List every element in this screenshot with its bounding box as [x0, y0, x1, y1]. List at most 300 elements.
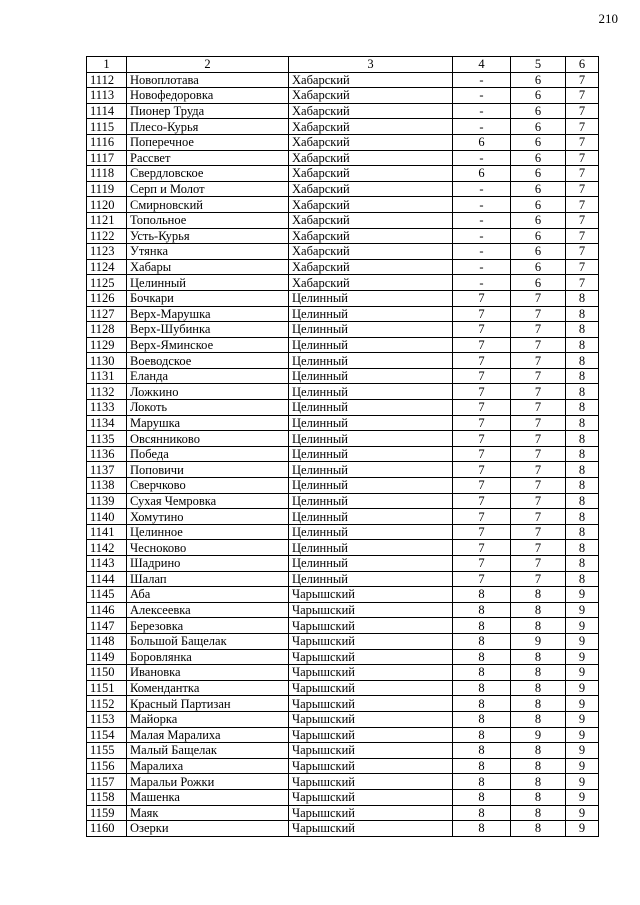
district-cell: Чарышский: [289, 587, 453, 603]
value-cell-4: 8: [453, 821, 511, 837]
value-cell-5: 8: [511, 774, 566, 790]
row-number-cell: 1137: [87, 462, 127, 478]
settlement-name-cell: Бочкари: [127, 290, 289, 306]
value-cell-6: 8: [566, 384, 599, 400]
table-row: [87, 88, 599, 104]
value-cell-5: 6: [511, 166, 566, 182]
district-cell: Целинный: [289, 400, 453, 416]
table-row: [87, 821, 599, 837]
district-cell: Хабарский: [289, 181, 453, 197]
value-cell-6: 8: [566, 524, 599, 540]
district-cell: Хабарский: [289, 134, 453, 150]
value-cell-4: 7: [453, 353, 511, 369]
value-cell-6: 9: [566, 789, 599, 805]
table-row: [87, 509, 599, 525]
district-cell: Целинный: [289, 322, 453, 338]
settlement-name-cell: Сверчково: [127, 478, 289, 494]
row-number-cell: 1130: [87, 353, 127, 369]
value-cell-5: 7: [511, 306, 566, 322]
value-cell-6: 8: [566, 540, 599, 556]
value-cell-6: 7: [566, 72, 599, 88]
value-cell-4: 8: [453, 602, 511, 618]
row-number-cell: 1160: [87, 821, 127, 837]
district-cell: Целинный: [289, 493, 453, 509]
value-cell-5: 7: [511, 524, 566, 540]
settlement-name-cell: Еланда: [127, 368, 289, 384]
value-cell-4: 8: [453, 789, 511, 805]
settlement-name-cell: Озерки: [127, 821, 289, 837]
district-cell: Чарышский: [289, 680, 453, 696]
value-cell-5: 7: [511, 290, 566, 306]
value-cell-5: 7: [511, 322, 566, 338]
settlement-name-cell: Новоплотава: [127, 72, 289, 88]
value-cell-4: 7: [453, 524, 511, 540]
value-cell-6: 9: [566, 633, 599, 649]
value-cell-5: 8: [511, 805, 566, 821]
value-cell-4: -: [453, 197, 511, 213]
value-cell-6: 8: [566, 353, 599, 369]
district-cell: Чарышский: [289, 665, 453, 681]
value-cell-4: -: [453, 212, 511, 228]
table-row: [87, 306, 599, 322]
district-cell: Целинный: [289, 384, 453, 400]
value-cell-6: 9: [566, 665, 599, 681]
value-cell-6: 7: [566, 259, 599, 275]
row-number-cell: 1132: [87, 384, 127, 400]
row-number-cell: 1146: [87, 602, 127, 618]
value-cell-4: 8: [453, 727, 511, 743]
value-cell-6: 8: [566, 509, 599, 525]
value-cell-6: 9: [566, 821, 599, 837]
value-cell-5: 8: [511, 696, 566, 712]
value-cell-6: 8: [566, 556, 599, 572]
settlement-name-cell: Хабары: [127, 259, 289, 275]
value-cell-4: 8: [453, 587, 511, 603]
table-row: [87, 556, 599, 572]
table-row: [87, 743, 599, 759]
value-cell-5: 6: [511, 212, 566, 228]
table-row: [87, 602, 599, 618]
table-row: [87, 493, 599, 509]
value-cell-5: 7: [511, 556, 566, 572]
settlement-name-cell: Большой Бащелак: [127, 633, 289, 649]
value-cell-5: 7: [511, 571, 566, 587]
settlement-name-cell: Целинный: [127, 275, 289, 291]
settlement-name-cell: Чесноково: [127, 540, 289, 556]
table-row: [87, 789, 599, 805]
value-cell-4: 7: [453, 415, 511, 431]
value-cell-5: 8: [511, 680, 566, 696]
value-cell-5: 7: [511, 478, 566, 494]
settlement-name-cell: Серп и Молот: [127, 181, 289, 197]
value-cell-5: 6: [511, 134, 566, 150]
value-cell-6: 7: [566, 88, 599, 104]
row-number-cell: 1148: [87, 633, 127, 649]
value-cell-4: 7: [453, 571, 511, 587]
settlement-name-cell: Свердловское: [127, 166, 289, 182]
value-cell-6: 7: [566, 119, 599, 135]
value-cell-4: 8: [453, 633, 511, 649]
row-number-cell: 1126: [87, 290, 127, 306]
district-cell: Целинный: [289, 478, 453, 494]
value-cell-5: 7: [511, 509, 566, 525]
table-row: [87, 649, 599, 665]
value-cell-4: 7: [453, 384, 511, 400]
row-number-cell: 1159: [87, 805, 127, 821]
table-row: [87, 197, 599, 213]
district-cell: Хабарский: [289, 72, 453, 88]
table-row: [87, 384, 599, 400]
row-number-cell: 1147: [87, 618, 127, 634]
value-cell-5: 6: [511, 228, 566, 244]
value-cell-4: 8: [453, 711, 511, 727]
value-cell-6: 8: [566, 571, 599, 587]
table-row: [87, 524, 599, 540]
district-cell: Целинный: [289, 540, 453, 556]
district-cell: Хабарский: [289, 150, 453, 166]
settlement-name-cell: Боровлянка: [127, 649, 289, 665]
table-row: [87, 462, 599, 478]
value-cell-5: 7: [511, 462, 566, 478]
settlement-name-cell: Ивановка: [127, 665, 289, 681]
value-cell-6: 8: [566, 446, 599, 462]
value-cell-5: 6: [511, 275, 566, 291]
row-number-cell: 1120: [87, 197, 127, 213]
table-row: [87, 322, 599, 338]
value-cell-6: 9: [566, 696, 599, 712]
district-cell: Хабарский: [289, 244, 453, 260]
value-cell-5: 8: [511, 789, 566, 805]
value-cell-4: 7: [453, 478, 511, 494]
table-row: [87, 633, 599, 649]
value-cell-4: -: [453, 228, 511, 244]
row-number-cell: 1133: [87, 400, 127, 416]
value-cell-4: 7: [453, 556, 511, 572]
value-cell-4: 8: [453, 680, 511, 696]
settlement-name-cell: Поповичи: [127, 462, 289, 478]
settlement-name-cell: Хомутино: [127, 509, 289, 525]
value-cell-6: 7: [566, 275, 599, 291]
row-number-cell: 1127: [87, 306, 127, 322]
value-cell-4: 7: [453, 431, 511, 447]
row-number-cell: 1155: [87, 743, 127, 759]
district-cell: Хабарский: [289, 259, 453, 275]
settlement-name-cell: Утянка: [127, 244, 289, 260]
district-cell: Целинный: [289, 368, 453, 384]
value-cell-5: 8: [511, 665, 566, 681]
value-cell-4: 8: [453, 805, 511, 821]
row-number-cell: 1153: [87, 711, 127, 727]
settlement-name-cell: Целинное: [127, 524, 289, 540]
settlement-name-cell: Шадрино: [127, 556, 289, 572]
district-cell: Хабарский: [289, 166, 453, 182]
value-cell-5: 7: [511, 446, 566, 462]
value-cell-4: 6: [453, 166, 511, 182]
column-header: 6: [566, 57, 599, 73]
settlement-name-cell: Маяк: [127, 805, 289, 821]
district-cell: Чарышский: [289, 743, 453, 759]
table-row: [87, 680, 599, 696]
value-cell-5: 8: [511, 618, 566, 634]
value-cell-6: 8: [566, 290, 599, 306]
table-row: [87, 134, 599, 150]
table-row: [87, 696, 599, 712]
settlement-name-cell: Комендантка: [127, 680, 289, 696]
value-cell-4: 7: [453, 306, 511, 322]
row-number-cell: 1144: [87, 571, 127, 587]
value-cell-5: 7: [511, 384, 566, 400]
settlement-name-cell: Верх-Марушка: [127, 306, 289, 322]
value-cell-4: 7: [453, 322, 511, 338]
value-cell-5: 6: [511, 181, 566, 197]
settlement-name-cell: Малый Бащелак: [127, 743, 289, 759]
table-row: [87, 368, 599, 384]
value-cell-4: 7: [453, 337, 511, 353]
value-cell-6: 7: [566, 197, 599, 213]
value-cell-4: 8: [453, 743, 511, 759]
value-cell-6: 7: [566, 103, 599, 119]
value-cell-4: -: [453, 244, 511, 260]
row-number-cell: 1116: [87, 134, 127, 150]
district-cell: Хабарский: [289, 197, 453, 213]
district-cell: Целинный: [289, 353, 453, 369]
value-cell-6: 8: [566, 400, 599, 416]
table-row: [87, 150, 599, 166]
table-row: [87, 166, 599, 182]
row-number-cell: 1128: [87, 322, 127, 338]
row-number-cell: 1134: [87, 415, 127, 431]
value-cell-6: 8: [566, 322, 599, 338]
settlement-name-cell: Смирновский: [127, 197, 289, 213]
district-cell: Чарышский: [289, 789, 453, 805]
table-body: [87, 72, 599, 836]
column-header: 5: [511, 57, 566, 73]
row-number-cell: 1154: [87, 727, 127, 743]
value-cell-4: -: [453, 119, 511, 135]
row-number-cell: 1125: [87, 275, 127, 291]
district-cell: Чарышский: [289, 821, 453, 837]
settlement-name-cell: Малая Маралиха: [127, 727, 289, 743]
row-number-cell: 1157: [87, 774, 127, 790]
settlement-name-cell: Маралиха: [127, 758, 289, 774]
settlement-name-cell: Овсянниково: [127, 431, 289, 447]
row-number-cell: 1140: [87, 509, 127, 525]
district-cell: Чарышский: [289, 758, 453, 774]
value-cell-5: 6: [511, 244, 566, 260]
row-number-cell: 1152: [87, 696, 127, 712]
value-cell-6: 9: [566, 727, 599, 743]
value-cell-5: 6: [511, 88, 566, 104]
value-cell-4: -: [453, 275, 511, 291]
table-row: [87, 103, 599, 119]
value-cell-4: 6: [453, 134, 511, 150]
value-cell-4: 8: [453, 774, 511, 790]
table-row: [87, 212, 599, 228]
value-cell-5: 8: [511, 587, 566, 603]
row-number-cell: 1149: [87, 649, 127, 665]
settlement-name-cell: Аба: [127, 587, 289, 603]
value-cell-6: 8: [566, 368, 599, 384]
district-cell: Целинный: [289, 290, 453, 306]
settlement-name-cell: Плесо-Курья: [127, 119, 289, 135]
row-number-cell: 1115: [87, 119, 127, 135]
district-cell: Целинный: [289, 462, 453, 478]
value-cell-4: 7: [453, 290, 511, 306]
value-cell-5: 7: [511, 368, 566, 384]
value-cell-5: 6: [511, 197, 566, 213]
value-cell-4: 7: [453, 462, 511, 478]
district-cell: Чарышский: [289, 602, 453, 618]
settlement-name-cell: Красный Партизан: [127, 696, 289, 712]
value-cell-6: 9: [566, 680, 599, 696]
settlement-name-cell: Марушка: [127, 415, 289, 431]
settlement-name-cell: Новофедоровка: [127, 88, 289, 104]
row-number-cell: 1138: [87, 478, 127, 494]
value-cell-5: 8: [511, 711, 566, 727]
row-number-cell: 1118: [87, 166, 127, 182]
row-number-cell: 1131: [87, 368, 127, 384]
value-cell-5: 6: [511, 103, 566, 119]
value-cell-5: 6: [511, 150, 566, 166]
value-cell-4: 8: [453, 696, 511, 712]
row-number-cell: 1112: [87, 72, 127, 88]
value-cell-6: 7: [566, 244, 599, 260]
value-cell-6: 8: [566, 462, 599, 478]
table-row: [87, 119, 599, 135]
table-row: [87, 587, 599, 603]
table-row: [87, 181, 599, 197]
district-cell: Целинный: [289, 337, 453, 353]
district-cell: Чарышский: [289, 805, 453, 821]
table-row: [87, 540, 599, 556]
row-number-cell: 1124: [87, 259, 127, 275]
value-cell-6: 7: [566, 212, 599, 228]
value-cell-5: 7: [511, 337, 566, 353]
value-cell-5: 8: [511, 743, 566, 759]
value-cell-6: 7: [566, 166, 599, 182]
district-cell: Целинный: [289, 431, 453, 447]
table-row: [87, 665, 599, 681]
district-cell: Целинный: [289, 415, 453, 431]
table-row: [87, 774, 599, 790]
value-cell-6: 9: [566, 805, 599, 821]
row-number-cell: 1150: [87, 665, 127, 681]
district-cell: Хабарский: [289, 228, 453, 244]
row-number-cell: 1151: [87, 680, 127, 696]
row-number-cell: 1129: [87, 337, 127, 353]
value-cell-6: 8: [566, 478, 599, 494]
district-cell: Хабарский: [289, 88, 453, 104]
value-cell-4: -: [453, 181, 511, 197]
row-number-cell: 1158: [87, 789, 127, 805]
settlement-name-cell: Ложкино: [127, 384, 289, 400]
settlement-name-cell: Поперечное: [127, 134, 289, 150]
table-row: [87, 290, 599, 306]
table-row: [87, 618, 599, 634]
row-number-cell: 1142: [87, 540, 127, 556]
table-row: [87, 758, 599, 774]
district-cell: Чарышский: [289, 618, 453, 634]
settlement-name-cell: Майорка: [127, 711, 289, 727]
district-cell: Хабарский: [289, 212, 453, 228]
district-cell: Целинный: [289, 571, 453, 587]
value-cell-5: 7: [511, 540, 566, 556]
settlement-name-cell: Усть-Курья: [127, 228, 289, 244]
settlement-name-cell: Алексеевка: [127, 602, 289, 618]
table-row: [87, 415, 599, 431]
district-cell: Целинный: [289, 446, 453, 462]
page-number: 210: [598, 11, 618, 26]
settlement-table: [86, 56, 599, 837]
value-cell-6: 9: [566, 711, 599, 727]
row-number-cell: 1113: [87, 88, 127, 104]
value-cell-5: 7: [511, 353, 566, 369]
row-number-cell: 1141: [87, 524, 127, 540]
row-number-cell: 1117: [87, 150, 127, 166]
row-number-cell: 1136: [87, 446, 127, 462]
value-cell-5: 7: [511, 493, 566, 509]
value-cell-6: 9: [566, 587, 599, 603]
settlement-name-cell: Топольное: [127, 212, 289, 228]
table-row: [87, 446, 599, 462]
district-cell: Целинный: [289, 556, 453, 572]
district-cell: Чарышский: [289, 696, 453, 712]
value-cell-6: 9: [566, 649, 599, 665]
table-row: [87, 805, 599, 821]
value-cell-4: 8: [453, 649, 511, 665]
value-cell-6: 9: [566, 602, 599, 618]
value-cell-4: 7: [453, 446, 511, 462]
settlement-name-cell: Сухая Чемровка: [127, 493, 289, 509]
settlement-name-cell: Верх-Яминское: [127, 337, 289, 353]
value-cell-5: 9: [511, 633, 566, 649]
value-cell-6: 8: [566, 431, 599, 447]
district-cell: Целинный: [289, 509, 453, 525]
settlement-name-cell: Воеводское: [127, 353, 289, 369]
value-cell-5: 7: [511, 400, 566, 416]
value-cell-6: 9: [566, 743, 599, 759]
district-cell: Целинный: [289, 306, 453, 322]
row-number-cell: 1114: [87, 103, 127, 119]
table-row: [87, 72, 599, 88]
value-cell-5: 8: [511, 602, 566, 618]
value-cell-6: 7: [566, 228, 599, 244]
value-cell-5: 8: [511, 758, 566, 774]
settlement-name-cell: Березовка: [127, 618, 289, 634]
district-cell: Чарышский: [289, 774, 453, 790]
value-cell-5: 6: [511, 119, 566, 135]
settlement-name-cell: Победа: [127, 446, 289, 462]
settlement-name-cell: Верх-Шубинка: [127, 322, 289, 338]
value-cell-6: 7: [566, 134, 599, 150]
value-cell-4: -: [453, 259, 511, 275]
row-number-cell: 1119: [87, 181, 127, 197]
value-cell-6: 9: [566, 774, 599, 790]
value-cell-4: 7: [453, 400, 511, 416]
value-cell-5: 7: [511, 431, 566, 447]
value-cell-4: 7: [453, 493, 511, 509]
value-cell-4: -: [453, 103, 511, 119]
value-cell-6: 7: [566, 181, 599, 197]
row-number-cell: 1121: [87, 212, 127, 228]
value-cell-4: -: [453, 150, 511, 166]
row-number-cell: 1145: [87, 587, 127, 603]
settlement-name-cell: Локоть: [127, 400, 289, 416]
row-number-cell: 1122: [87, 228, 127, 244]
column-header: 2: [127, 57, 289, 73]
value-cell-4: -: [453, 72, 511, 88]
table-row: [87, 431, 599, 447]
